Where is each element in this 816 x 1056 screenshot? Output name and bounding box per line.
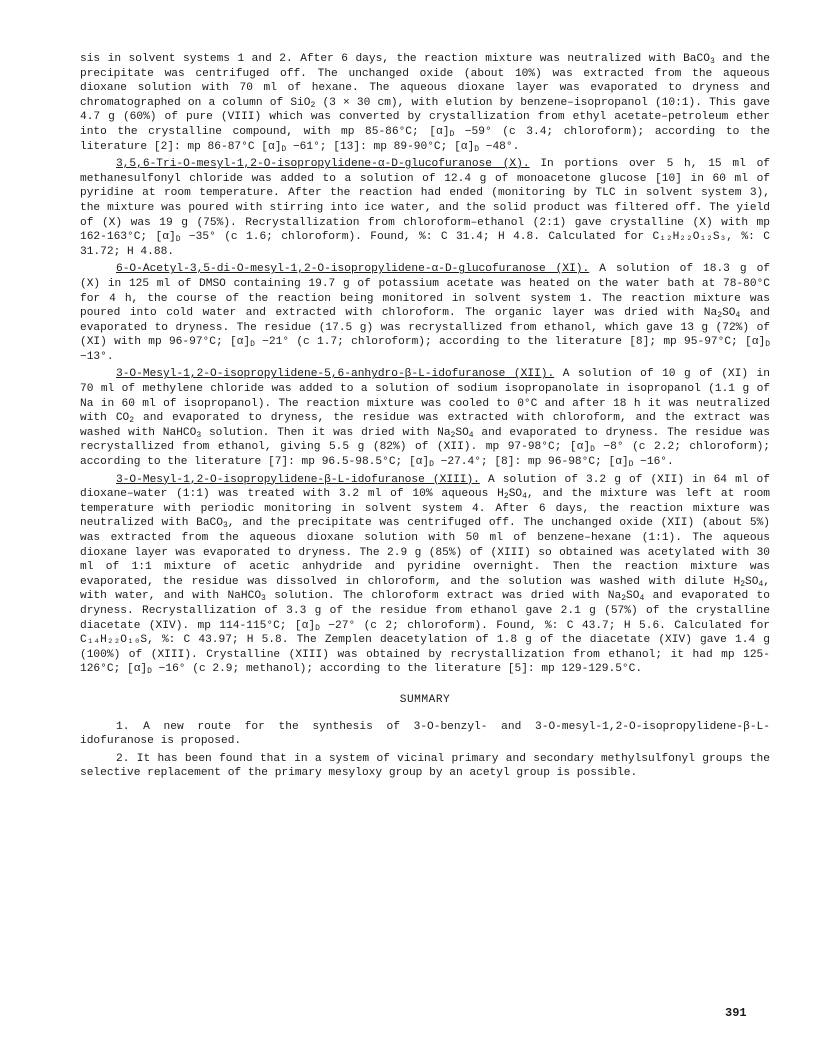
compound-xii-title: 3-O-Mesyl-1,2-O-isopropylidene-5,6-anhydro-β-L-idofuranose (XII). [116,368,555,381]
paragraph-compound-xi: 6-O-Acetyl-3,5-di-O-mesyl-1,2-O-isopropylidene-α-D-glucofuranose (XI). A solution of 18.3 g of (X) in 125 ml of DMSO containing 19.7 g of potassium acetate was heated on the water bath at 78-80°C for 4 h, the course of the reaction being monitored in solvent system 1. The reaction mixture was poured into cold water and extracted with chloroform. The organic layer was dried with $Na_2SO_4$ and evaporated to dryness. The residue (17.5 g) was recrystallized from ethanol, which gave 13 g (72%) of (XI) with mp 96-97°C; $[\alpha]_D -21^\circ$ (c 1.7; chloroform); according to the literature [8]; mp 95-97°C; $[\alpha]_D -13^\circ$. [80,263,771,363]
paragraph-compound-xiii: 3-O-Mesyl-1,2-O-isopropylidene-β-L-idofuranose (XIII). A solution of 3.2 g of (XII) in 64 ml of dioxane–water (1:1) was treated with 3.2 ml of 10% aqueous $H_2SO_4$, and the mixture was left at room temperature with periodic monitoring in solvent system 4. After 6 days, the reaction mixture was neutralized with BaCO$_3$, and the precipitate was centrifuged off. The unchanged oxide (XII) (about 5%) was extracted from the aqueous dioxane solution with 50 ml of benzene–hexane (1:1). The aqueous dioxane layer was evaporated to dryness. The 2.9 g (85%) of (XIII) so obtained was acetylated with 30 ml of 1:1 mixture of acetic anhydride and pyridine overnight. Then the reaction mixture was evaporated, the residue was dissolved in chloroform, and the solution was washed with dilute $H_2SO_4$, with water, and with NaHCO$_3$ solution. The chloroform extract was dried with $Na_2SO_4$ and evaporated to dryness. Recrystallization of 3.3 g of the residue from ethanol gave 2.1 g (57%) of the crystalline diacetate (XIV). mp 114-115°C; $[\alpha]_D -27^\circ$ (c 2; chloroform). Found, %: C 43.7; H 5.6. Calculated for C₁₄H₂₂O₁₀S, %: C 43.97; H 5.8. The Zemplen deacetylation of 1.8 g of the diacetate (XIV) gave 1.4 g (100%) of (XIII). Crystalline (XIII) was obtained by recrystallization from ethanol; it had mp 125-126°C; $[\alpha]_D -16^\circ$ (c 2.9; methanol); according to the literature [5]: mp 129-129.5°C. [80,473,770,677]
body-text [80,52,770,784]
summary-item-2: 2. It has been found that in a system of vicinal primary and secondary methylsulfonyl groups the selective replacement of the primary mesyloxy group by an acetyl group is possible. [80,752,770,780]
paragraph-viii-isolation: sis in solvent systems 1 and 2. After 6 days, the reaction mixture was neutralized with BaCO$_3$ and the precipitate was centrifuged off. The unchanged oxide (about 10%) was extracted from the aqueous dioxane solution with 70 ml of hexane. The aqueous dioxane layer was evaporated to dryness and chromatographed on a column of SiO$_2$ (3 × 30 cm), with elution by benzene–isopropanol (10:1). This gave 4.7 g (60%) of pure (VIII) which was converted by crystallization from ethyl acetate–petroleum ether into the crystalline compound, with mp 85-86°C; $[\alpha]_D -59^\circ$ (c 3.4; chloroform); according to the literature [2]: mp 86-87°C $[\alpha]_D -61^\circ$; [13]: mp 89-90°C; $[\alpha]_D -48^\circ$. [80,53,770,154]
summary-heading: SUMMARY [399,693,451,706]
summary-item-1: 1. A new route for the synthesis of 3-O-benzyl- and 3-O-mesyl-1,2-O-isopropylidene-β-L-idofuranose is proposed. [80,720,770,748]
compound-xiii-title: 3-O-Mesyl-1,2-O-isopropylidene-β-L-idofuranose (XIII). [116,473,480,486]
compound-xi-title: 6-O-Acetyl-3,5-di-O-mesyl-1,2-O-isopropylidene-α-D-glucofuranose (XI). [116,263,590,276]
compound-x-title: 3,5,6-Tri-O-mesyl-1,2-O-isopropylidene-α-D-glucofuranose (X). [116,158,530,171]
page-number: 391 [725,1006,747,1020]
paragraph-compound-x: 3,5,6-Tri-O-mesyl-1,2-O-isopropylidene-α-D-glucofuranose (X). In portions over 5 h, 15 ml of methanesulfonyl chloride was added to a solution of 12.4 g of monoacetone glucose [10] in 60 ml of pyridine at room temperature. After the reaction had ended (monitoring by TLC in solvent system 3), the mixture was poured with stirring into ice water, and the solid product was filtered off. The yield of (X) was 19 g (75%). Recrystallization from chloroform–ethanol (2:1) gave crystalline (X) with mp 162-163°C; $[\alpha]_D -35^\circ$ (c 1.6; chloroform). Found, %: C 31.4; H 4.8. Calculated for C₁₂H₂₂O₁₂S₃, %: C 31.72; H 4.88. [80,158,771,258]
paragraph-compound-xii: 3-O-Mesyl-1,2-O-isopropylidene-5,6-anhydro-β-L-idofuranose (XII). A solution of 10 g of (XI) in 70 ml of methylene chloride was added to a solution of sodium isopropanolate in isopropanol (1.1 g of Na in 60 ml of isopropanol). The reaction mixture was cooled to 0°C and after 18 h it was neutralized with $CO_2$ and evaporated to dryness, the residue was extracted with chloroform, and the extract was washed with NaHCO$_3$ solution. Then it was dried with $Na_2SO_4$ and evaporated to dryness. The residue was recrystallized from ethanol, giving 5.5 g (82%) of (XII). mp 97-98°C; $[\alpha]_D -8^\circ$ (c 2.2; chloroform); according to the literature [7]: mp 96.5-98.5°C; $[\alpha]_D -27.4^\circ$; [8]: mp 96-98°C; $[\alpha]_D -16^\circ$. [80,368,770,470]
